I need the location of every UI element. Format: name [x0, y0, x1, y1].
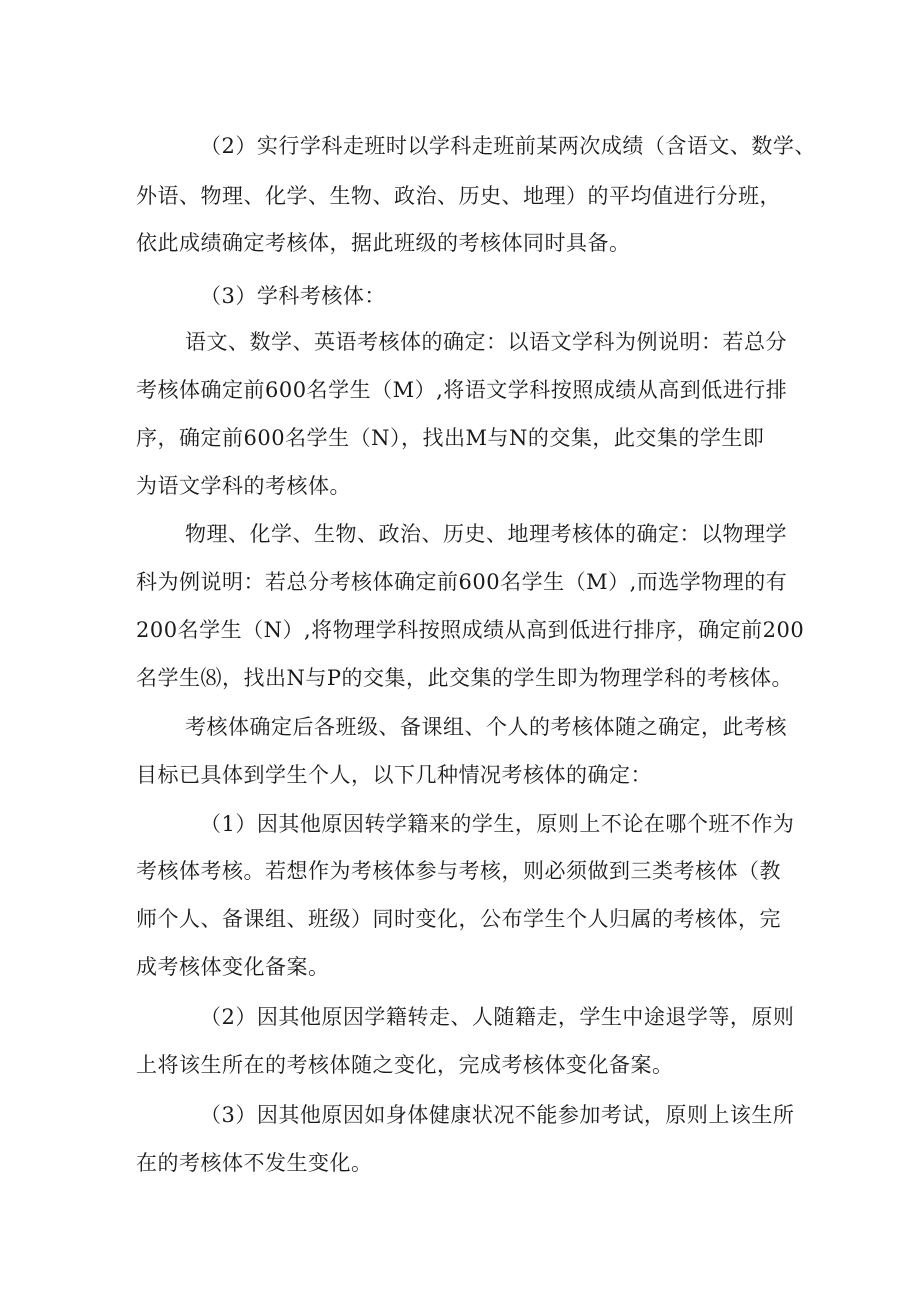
text-line: （3）学科考核体： — [200, 284, 386, 308]
text-line: 依此成绩确定考核体，据此班级的考核体同时具备。 — [136, 231, 631, 255]
text-line: 师个人、备课组、班级）同时变化，公布学生个人归属的考核体，完 — [136, 907, 781, 931]
text-line: 目标已具体到学生个人，以下几种情况考核体的确定： — [136, 763, 652, 787]
text-line: （2）实行学科走班时以学科走班前某两次成绩（含语文、数学、 — [200, 134, 816, 158]
text-line: 考核体确定后各班级、备课组、个人的考核体随之确定，此考核 — [185, 715, 787, 739]
text-line: （1）因其他原因转学籍来的学生，原则上不论在哪个班不作为 — [200, 812, 795, 836]
text-line: 名学生⑻，找出N与P的交集，此交集的学生即为物理学科的考核体。 — [136, 666, 794, 690]
text-line: 上将该生所在的考核体随之变化，完成考核体变化备案。 — [136, 1053, 674, 1077]
text-line: （2）因其他原因学籍转走、人随籍走，学生中途退学等，原则 — [200, 1005, 795, 1029]
text-line: 外语、物理、化学、生物、政治、历史、地理）的平均值进行分班， — [136, 184, 781, 208]
text-line: 200名学生（N）,将物理学科按照成绩从高到低进行排序，确定前200 — [136, 618, 805, 642]
text-line: 语文、数学、英语考核体的确定：以语文学科为例说明：若总分 — [185, 330, 787, 354]
text-line: （3）因其他原因如身体健康状况不能参加考试，原则上该生所 — [200, 1103, 795, 1127]
text-line: 考核体确定前600名学生（M）,将语文学科按照成绩从高到低进行排 — [136, 378, 788, 402]
text-line: 物理、化学、生物、政治、历史、地理考核体的确定：以物理学 — [185, 522, 787, 546]
text-line: 科为例说明：若总分考核体确定前600名学生（M）,而选学物理的有 — [136, 570, 788, 594]
text-line: 在的考核体不发生变化。 — [136, 1151, 373, 1175]
text-line: 为语文学科的考核体。 — [136, 474, 351, 498]
text-line: 序，确定前600名学生（N），找出M与N的交集，此交集的学生即 — [136, 426, 765, 450]
text-line: 成考核体变化备案。 — [136, 955, 330, 979]
text-line: 考核体考核。若想作为考核体参与考核，则必须做到三类考核体（教 — [136, 859, 781, 883]
